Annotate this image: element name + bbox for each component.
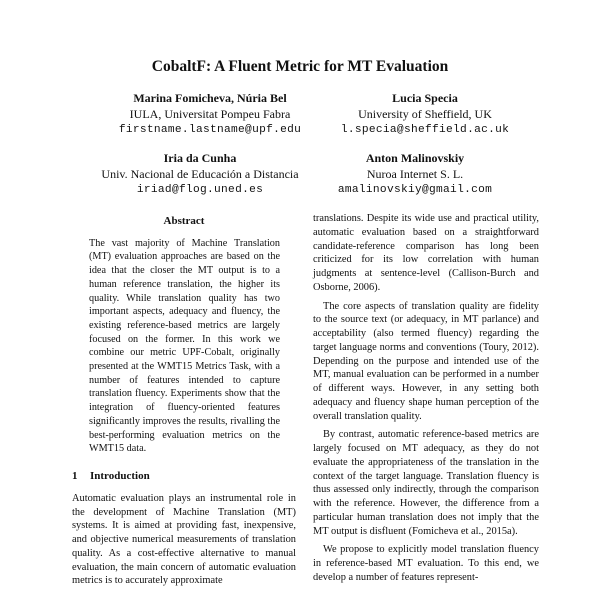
author-email: l.specia@sheffield.ac.uk (340, 124, 510, 136)
author-email: iriad@flog.uned.es (136, 184, 264, 196)
author-block-4 (300, 150, 530, 198)
author-email: firstname.lastname@upf.edu (118, 124, 302, 136)
author-name: Anton Malinovskiy (365, 151, 465, 165)
author-name: Lucia Specia (392, 91, 458, 105)
intro-paragraph-1-continued: translations. Despite its wide use and practical utility, automatic evaluation based on a straightforward candidate-reference comparison has long been criticized for its low correlation with human judgments at sentence-level (Callison-Burch and Osborne, 2006). (313, 213, 539, 293)
intro-paragraph-2: The core aspects of translation quality are fidelity to the source text (or adequacy, in MT parlance) and acceptability (also termed fluency) regarding the target language norms and conventions (Toury, 2012). Depending on the purpose and intended use of the MT, manual evaluation can be performed in a number of different ways. However, in any setting both adequacy and fluency shape human perception of the overall translation quality. (313, 300, 539, 422)
author-affiliation: Nuroa Internet S. L. (366, 167, 464, 181)
author-block-2 (310, 90, 540, 138)
section-title: Introduction (90, 470, 150, 482)
intro-paragraph-1: Automatic evaluation plays an instrumental role in the development of Machine Translation (MT) systems. It is aimed at providing fast, inexpensive, and objective numerical measurements of translation quality. As a cost-effective alternative to manual evaluation, the main concern of automatic evaluation metrics is to accurately approximate (72, 492, 296, 587)
abstract-text: The vast majority of Machine Translation (MT) evaluation approaches are based on the idea that the closer the MT output is to a human reference translation, the higher its quality. While translation quality has two important aspects, adequacy and fluency, the existing reference-based metrics are largely focused on the former. In this work we combine our metric UPF-Cobalt, originally presented at the WMT15 Metrics Task, with a number of features intended to capture translation fluency. Experiments show that the integration of fluency-oriented features significantly improves the results, rivalling the best-performing evaluation metrics on the WMT15 data. (89, 237, 280, 455)
intro-paragraph-3: By contrast, automatic reference-based metrics are largely focused on MT adequacy, as they do not evaluate the appropriateness of the translation in the context of the target language. Translation fluency is thus assessed only indirectly, through the comparison with the reference. However, the difference from a particular human translation does not imply that the MT output is disfluent (Fomicheva et al., 2015a). (313, 429, 539, 537)
author-email: amalinovskiy@gmail.com (337, 184, 493, 196)
author-name: Marina Fomicheva, Núria Bel (133, 91, 287, 105)
author-block-1 (95, 90, 325, 138)
author-affiliation: University of Sheffield, UK (358, 107, 492, 121)
paper-title: CobaltF: A Fluent Metric for MT Evaluation (151, 58, 449, 75)
abstract-heading: Abstract (163, 215, 205, 227)
intro-paragraph-4: We propose to explicitly model translation fluency in reference-based MT evaluation. To this end, we develop a number of features represent- (313, 544, 539, 583)
author-affiliation: Univ. Nacional de Educación a Distancia (101, 167, 299, 181)
author-affiliation: IULA, Universitat Pompeu Fabra (129, 107, 291, 121)
section-number: 1 (72, 470, 78, 482)
section-heading (72, 470, 296, 484)
right-column (313, 212, 539, 585)
left-column (72, 212, 296, 588)
author-block-3 (70, 150, 330, 198)
author-name: Iria da Cunha (163, 151, 237, 165)
